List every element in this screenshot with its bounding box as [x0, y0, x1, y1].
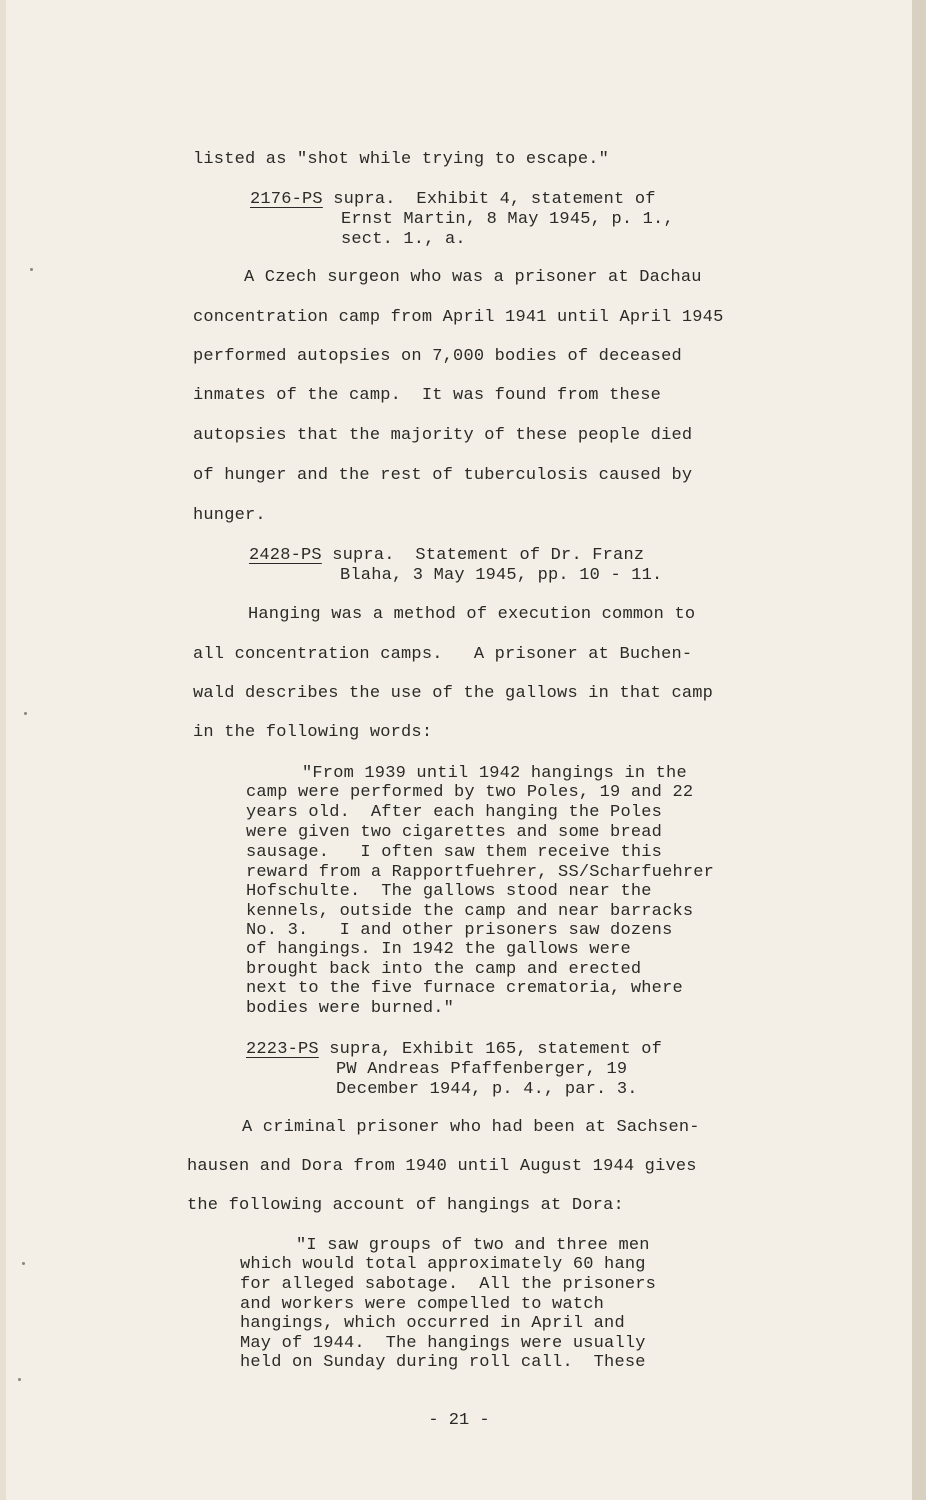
paragraph-line: the following account of hangings at Dora: [187, 1196, 624, 1215]
paragraph-line: hunger. [193, 506, 266, 525]
paragraph-line: wald describes the use of the gallows in that camp [193, 684, 714, 703]
paper-speck [18, 1378, 21, 1381]
quote-line: reward from a Rapportfuehrer, SS/Scharfuehrer [246, 863, 715, 882]
quote-line: brought back into the camp and erected [246, 960, 642, 979]
paragraph-line: autopsies that the majority of these people died [193, 426, 693, 445]
paragraph-line: concentration camp from April 1941 until April 1945 [193, 308, 724, 327]
paragraph-line: all concentration camps. A prisoner at Buchen- [193, 645, 693, 664]
quote-line: kennels, outside the camp and near barracks [246, 902, 694, 921]
quote-line: and workers were compelled to watch [240, 1295, 605, 1314]
quote-line: Hofschulte. The gallows stood near the [246, 882, 652, 901]
quote-line: "From 1939 until 1942 hangings in the [302, 764, 687, 783]
citation-line: Blaha, 3 May 1945, pp. 10 - 11. [340, 566, 663, 585]
paragraph-line: hausen and Dora from 1940 until August 1944 gives [187, 1157, 697, 1176]
citation-text: supra. Exhibit 4, statement of [322, 190, 656, 209]
citation-line: December 1944, p. 4., par. 3. [336, 1080, 638, 1099]
quote-line: years old. After each hanging the Poles [246, 803, 663, 822]
quote-line: for alleged sabotage. All the prisoners [240, 1275, 657, 1294]
paper-speck [24, 712, 27, 715]
citation-line [246, 1040, 662, 1060]
quote-line: bodies were burned." [246, 999, 455, 1018]
quote-line: hangings, which occurred in April and [240, 1314, 625, 1333]
quote-line: sausage. I often saw them receive this [246, 843, 663, 862]
paragraph-line: listed as "shot while trying to escape." [193, 150, 610, 169]
page-number: - 21 - [428, 1411, 490, 1430]
quote-line: of hangings. In 1942 the gallows were [246, 940, 631, 959]
paragraph-line: Hanging was a method of execution common to [248, 605, 696, 624]
citation-line [249, 546, 644, 566]
paragraph-line: in the following words: [193, 723, 433, 742]
quote-line: next to the five furnace crematoria, where [246, 979, 683, 998]
citation-line: Ernst Martin, 8 May 1945, p. 1., [341, 210, 674, 229]
quote-line: No. 3. I and other prisoners saw dozens [246, 921, 673, 940]
paragraph-line: A Czech surgeon who was a prisoner at Dachau [244, 268, 702, 287]
citation-line [250, 190, 656, 210]
paragraph-line: of hunger and the rest of tuberculosis caused by [193, 466, 693, 485]
paragraph-line: A criminal prisoner who had been at Sachsen- [242, 1118, 700, 1137]
citation-text: supra. Statement of Dr. Franz [321, 546, 645, 565]
paper-speck [30, 268, 33, 271]
citation-line: sect. 1., a. [341, 230, 466, 249]
citation-line: PW Andreas Pfaffenberger, 19 [336, 1060, 628, 1079]
citation-text: supra, Exhibit 165, statement of [318, 1040, 663, 1059]
quote-line: May of 1944. The hangings were usually [240, 1334, 646, 1353]
quote-line: "I saw groups of two and three men [296, 1236, 650, 1255]
citation-reference: 2176-PS [250, 190, 323, 209]
paragraph-line: performed autopsies on 7,000 bodies of deceased [193, 347, 682, 366]
quote-line: held on Sunday during roll call. These [240, 1353, 646, 1372]
quote-line: which would total approximately 60 hang [240, 1255, 646, 1274]
quote-line: camp were performed by two Poles, 19 and 22 [246, 783, 694, 802]
citation-reference: 2223-PS [246, 1040, 319, 1059]
paper-speck [22, 1262, 25, 1265]
quote-line: were given two cigarettes and some bread [246, 823, 663, 842]
citation-reference: 2428-PS [249, 546, 322, 565]
paragraph-line: inmates of the camp. It was found from these [193, 386, 662, 405]
